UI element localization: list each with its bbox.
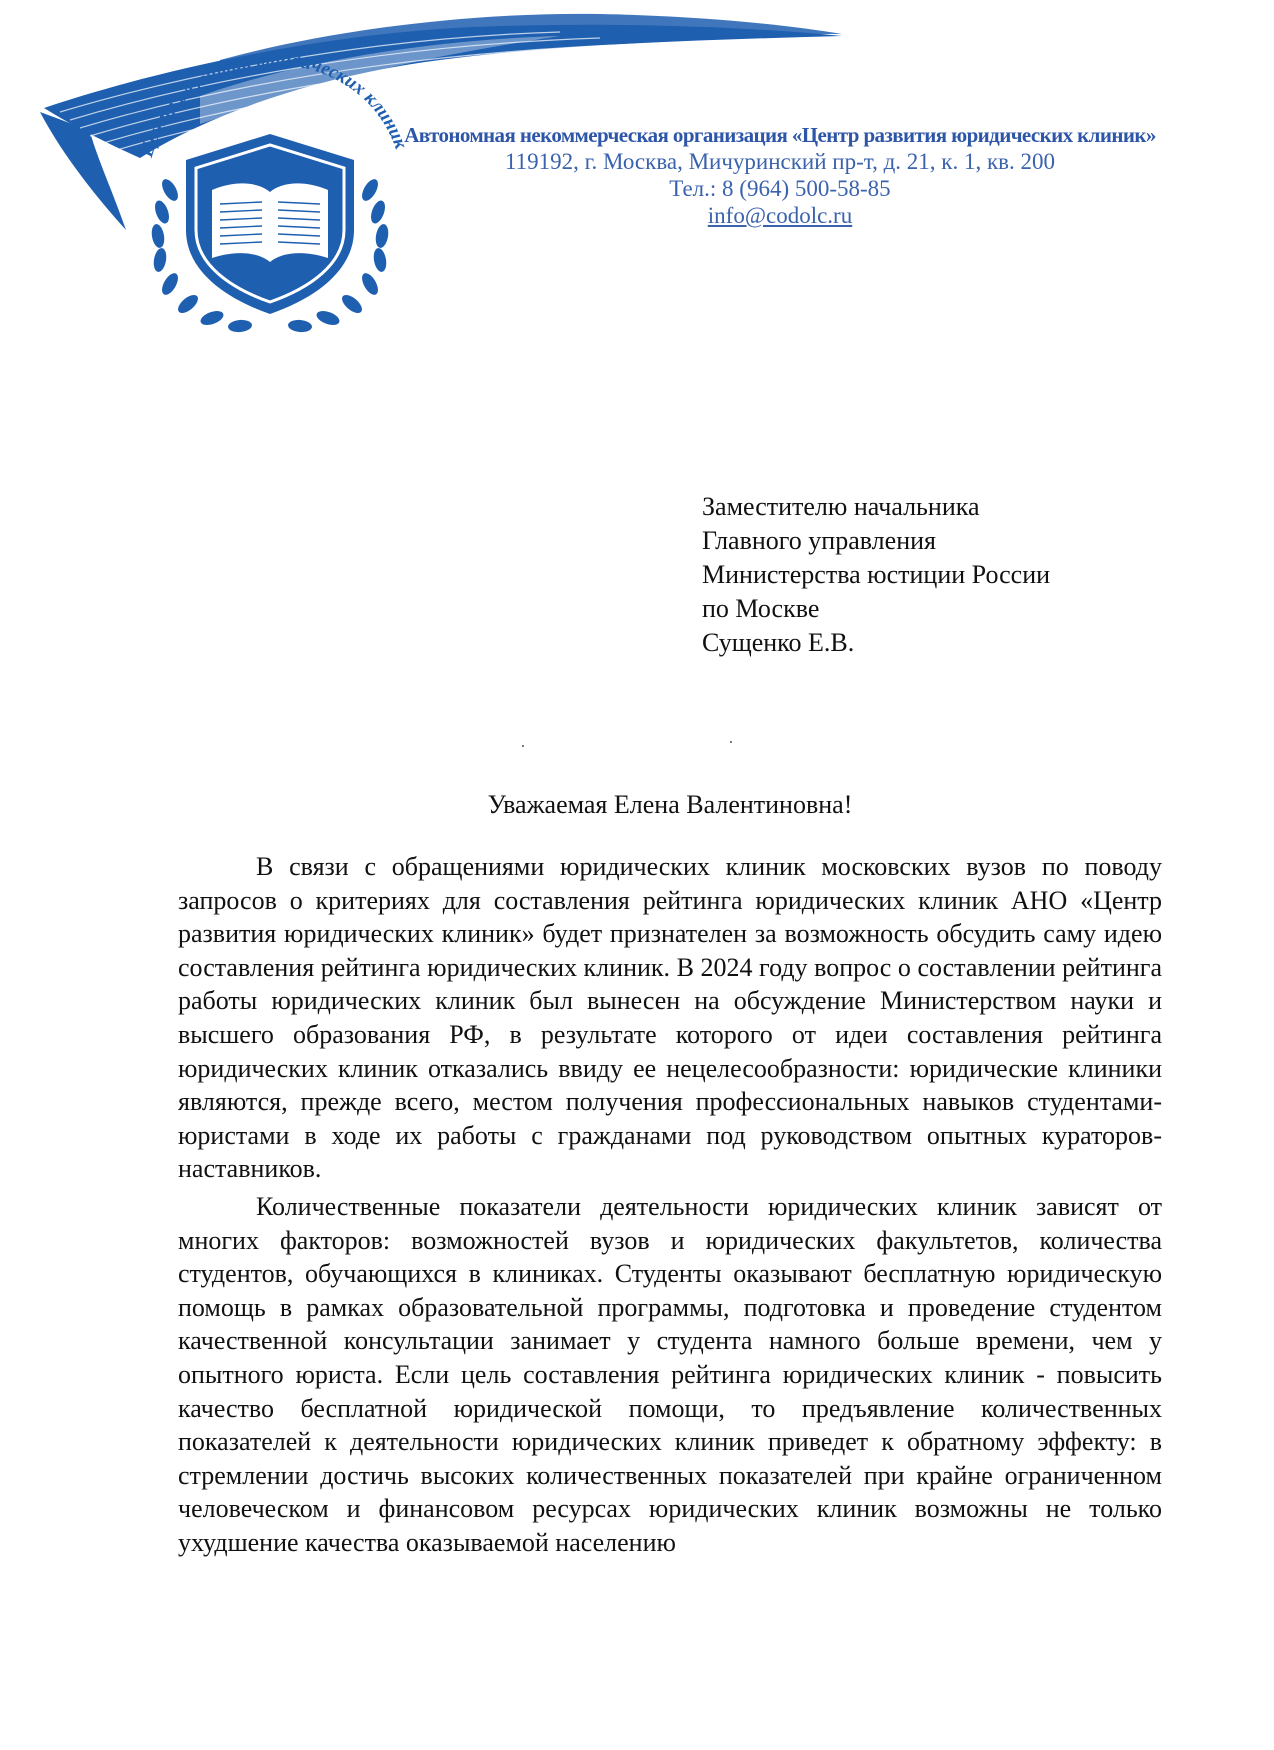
letter-salutation: Уважаемая Елена Валентиновна! xyxy=(487,790,853,819)
letter-paragraph: Количественные показатели деятельности юридических клиник зависят от многих факторов: возможностей вузов и юридических факультетов, количества студентов, обучающихся в клиниках. Студенты оказывают бесплатную юридическую помощь в рамках образовательной программы, подготовка и проведение студентом качественной консультации занимает у студента намного больше времени, чем у опытного юриста. Если цель составления рейтинга юридических клиник - повысить качество бесплатной юридической помощи, то предъявление количественных показателей к деятельности юридических клиник приведет к обратному эффекту: в стремлении достичь высоких количественных показателей при крайне ограниченном человеческом и финансовом ресурсах юридических клиник возможны не только ухудшение качества оказываемой населению xyxy=(178,1191,1162,1557)
open-book-icon xyxy=(212,183,328,262)
organization-info xyxy=(400,122,1160,229)
addressee-line: по Москве xyxy=(702,594,820,623)
addressee-block xyxy=(702,490,1202,660)
addressee-line: Главного управления xyxy=(702,526,936,555)
letterhead xyxy=(0,0,1274,360)
letter-paragraph: В связи с обращениями юридических клиник московских вузов по поводу запросов о критериях для составления рейтинга юридических клиник АНО «Центр развития юридических клиник» будет признателен за возможность обсудить саму идею составления рейтинга юридических клиник. В 2024 году вопрос о составлении рейтинга работы юридических клиник был вынесен на обсуждение Министерством науки и высшего образования РФ, в результате которого от идеи составления рейтинга юридических клиник отказались ввиду ее нецелесообразности: юридические клиники являются, прежде всего, местом получения профессиональных навыков студентами-юристами в ходе их работы с гражданами под руководством опытных кураторов-наставников. xyxy=(178,852,1162,1184)
organization-phone: Тел.: 8 (964) 500-58-85 xyxy=(669,176,891,201)
addressee-line: Заместителю начальника xyxy=(702,492,980,521)
organization-email-link[interactable]: info@codolc.ru xyxy=(707,203,853,228)
organization-address: 119192, г. Москва, Мичуринский пр-т, д. 21, к. 1, кв. 200 xyxy=(505,149,1055,174)
addressee-line: Сущенко Е.В. xyxy=(702,628,855,657)
organization-name: Автономная некоммерческая организация «Центр развития юридических клиник» xyxy=(404,123,1156,147)
letter-body xyxy=(178,850,1162,1563)
scan-speck xyxy=(522,745,524,747)
scan-speck xyxy=(730,741,732,743)
addressee-line: Министерства юстиции России xyxy=(702,560,1051,589)
emblem-arc-text: Центр развития юридических клиник xyxy=(136,48,412,160)
